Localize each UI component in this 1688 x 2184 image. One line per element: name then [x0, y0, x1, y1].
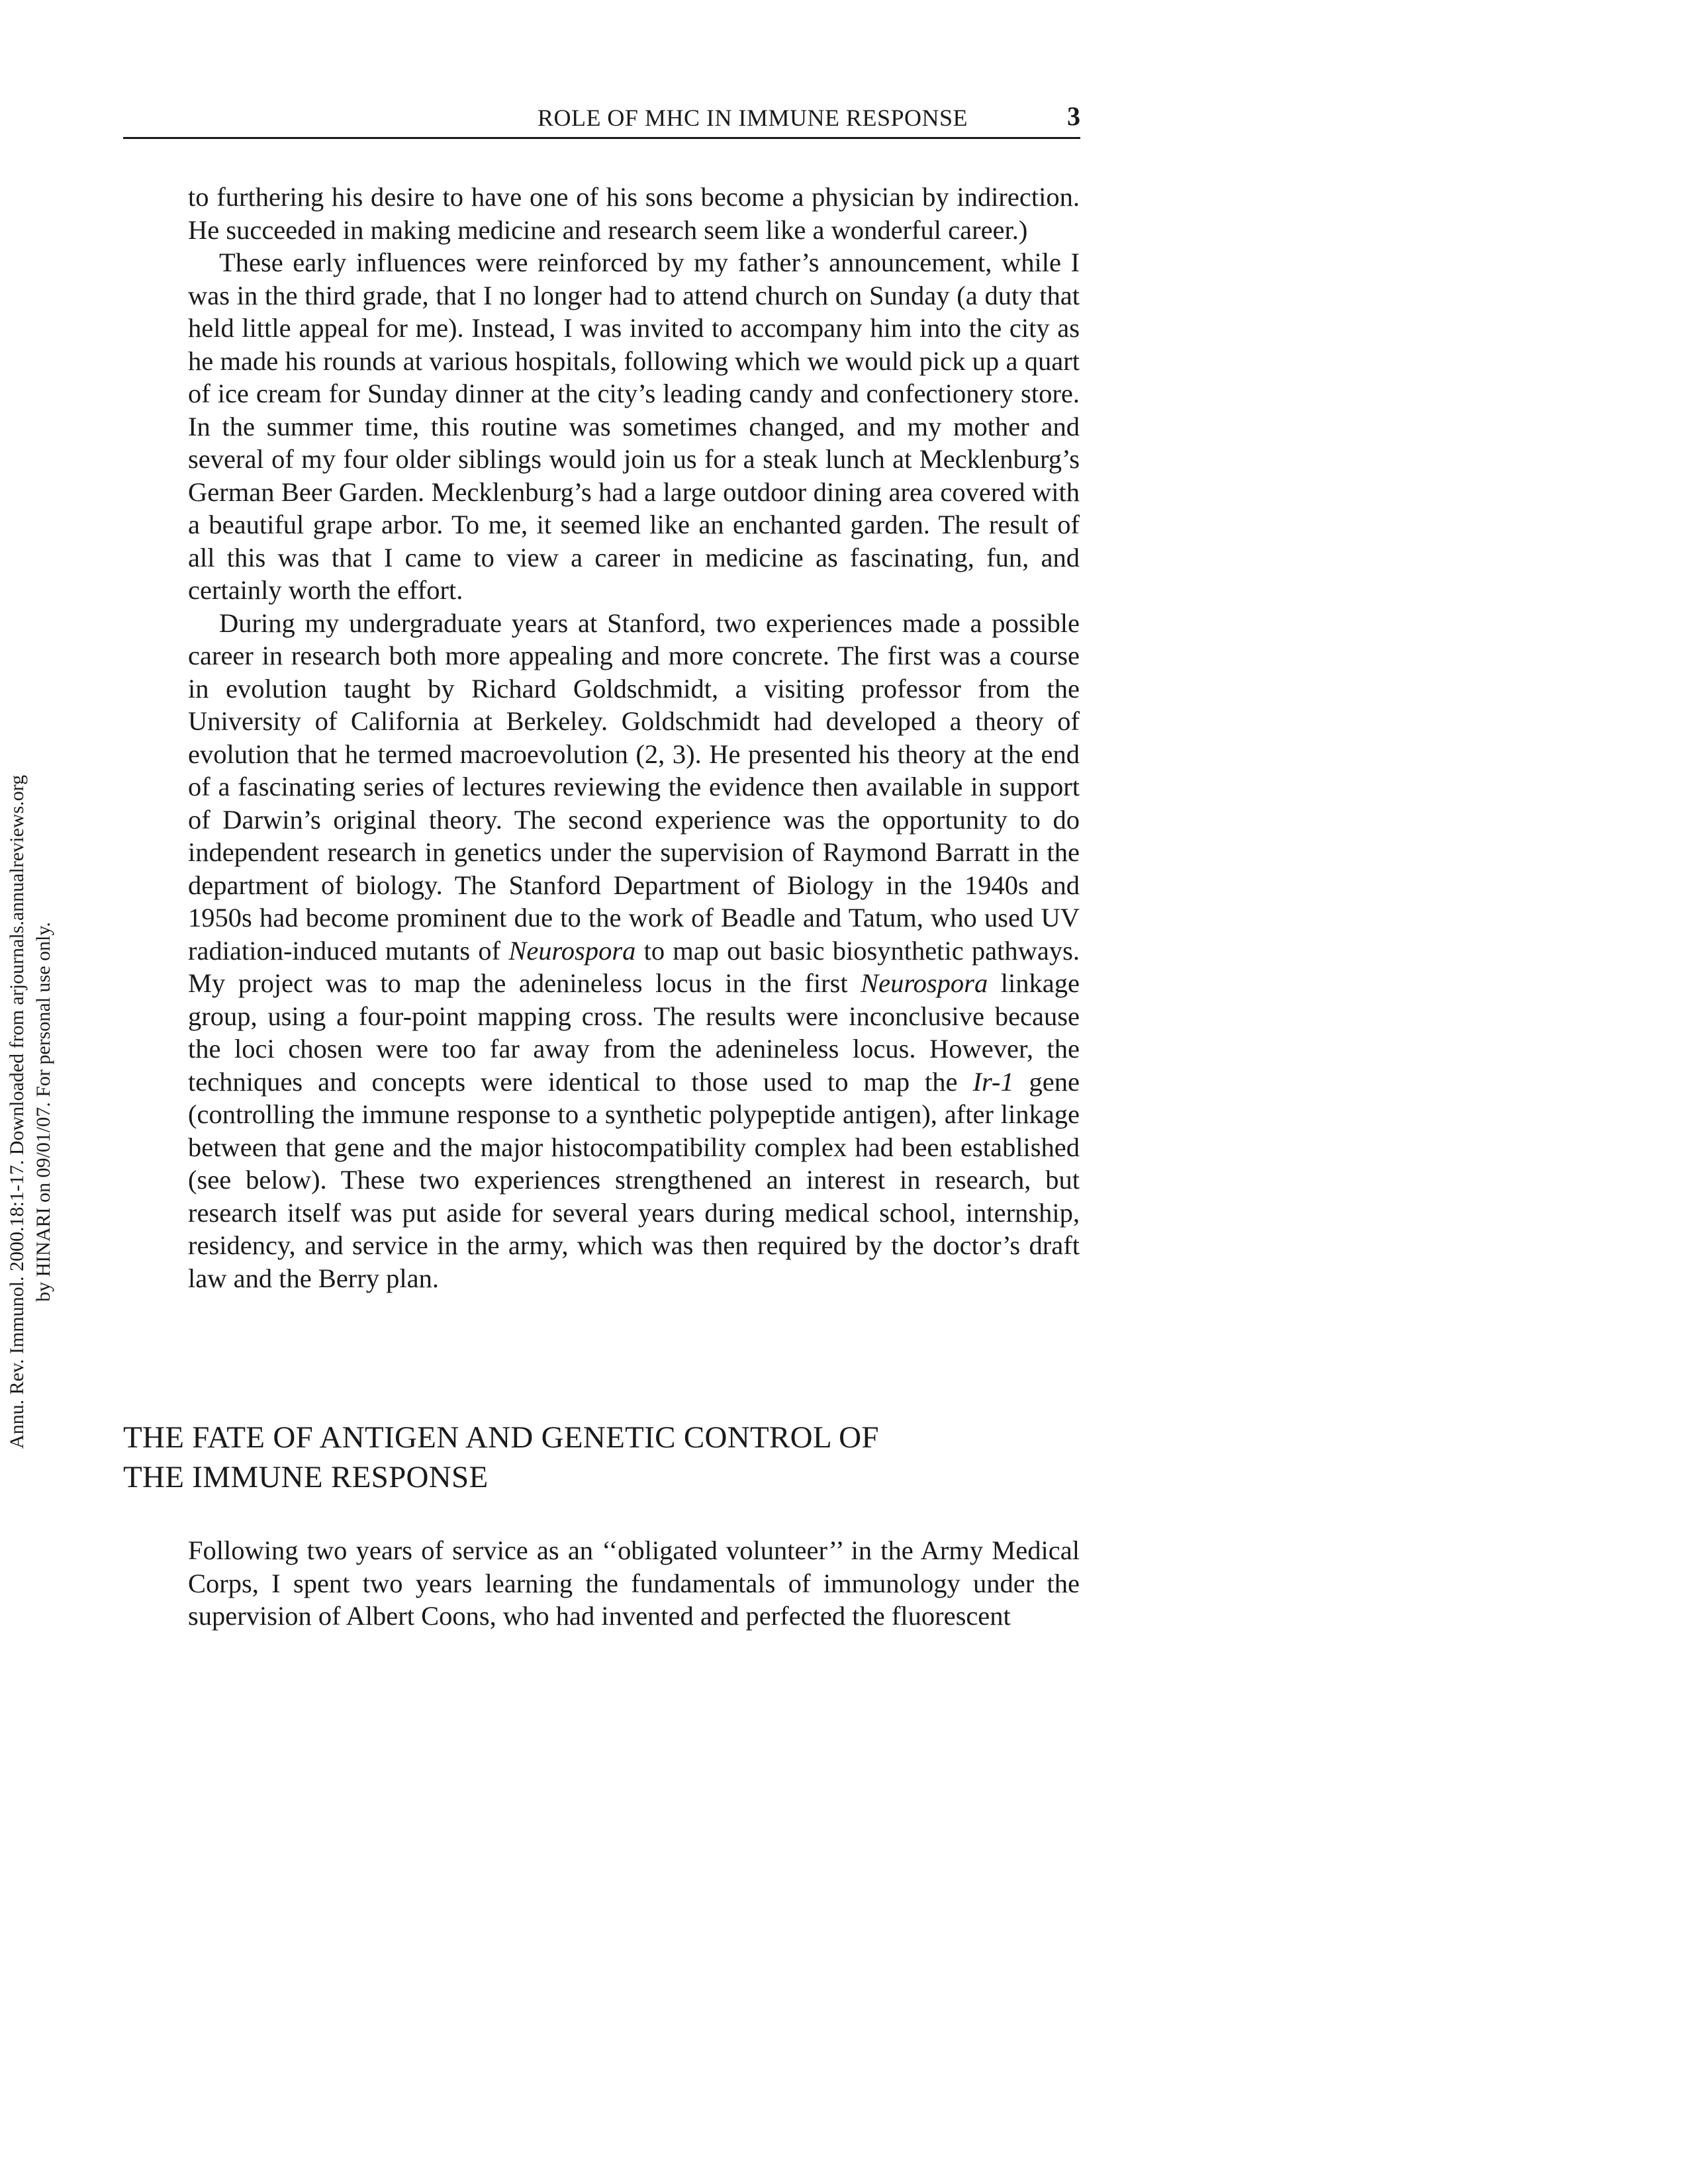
- italic-term: Neurospora: [861, 968, 988, 998]
- paragraph-continued: to furthering his desire to have one of his sons become a physician by indirection. He succeeded in making medicine and research seem like a wonderful career.): [188, 182, 1080, 245]
- italic-term: Neurospora: [508, 935, 636, 966]
- paragraph-text: gene (controlling the immune response to a synthetic polypeptide antigen), after linkage between that gene and the major histocompatibility complex had been established (see below). These two experiences strengthened an interest in research, but research itself was put aside for several years during medical school, internship, residency, and service in the army, which was then required by the doctor’s draft law and the Berry plan.: [188, 1066, 1080, 1293]
- page-number: 3: [1067, 101, 1080, 131]
- italic-gene-name: Ir-1: [972, 1066, 1014, 1097]
- paragraph-army-service: Following two years of service as an ‘‘obligated volunteer’’ in the Army Medical Corps, I spent two years learning the fundamentals of immunology under the supervision of Albert Coons, who had invented and perfected the fluorescent: [188, 1535, 1080, 1631]
- section-heading-line-1: THE FATE OF ANTIGEN AND GENETIC CONTROL OF: [123, 1420, 879, 1455]
- running-title: ROLE OF MHC IN IMMUNE RESPONSE: [537, 105, 968, 131]
- paragraph-early-influences: These early influences were reinforced by my father’s announcement, while I was in the third grade, that I no longer had to attend church on Sunday (a duty that held little appeal for me). Instead, I was invited to accompany him into the city as he made his rounds at various hospitals, following which we would pick up a quart of ice cream for Sunday dinner at the city’s leading candy and confectionery store. In the summer time, this routine was sometimes changed, and my mother and several of my four older siblings would join us for a steak lunch at Mecklenburg’s German Beer Garden. Mecklenburg’s had a large outdoor dining area covered with a beautiful grape arbor. To me, it seemed like an enchanted garden. The result of all this was that I came to view a career in medicine as fascinating, fun, and certainly worth the effort.: [188, 248, 1080, 605]
- paragraph-text: During my undergraduate years at Stanford, two experiences made a possible career in research both more appealing and more concrete. The first was a course in evolution taught by Richard Goldschmidt, a visiting professor from the University of California at Berkeley. Goldschmidt had developed a theory of evolution that he termed macroevolution (2, 3). He presented his theory at the end of a fascinating series of lectures reviewing the evidence then available in support of Darwin’s original theory. The second experience was the opportunity to do independent research in genetics under the supervision of Raymond Barratt in the department of biology. The Stanford Department of Biology in the 1940s and 1950s had become prominent due to the work of Beadle and Tatum, who used UV radiation-induced mutants of: [188, 608, 1080, 966]
- side-note-line-1: Annu. Rev. Immunol. 2000.18:1-17. Downloaded from arjournals.annualreviews.org: [6, 774, 28, 1449]
- side-note-line-2: by HINARI on 09/01/07. For personal use only.: [32, 922, 54, 1302]
- paragraph-text: to map out basic biosynthetic pathways. My project was to map the adenineless locus in the first: [188, 935, 1080, 998]
- paragraph-text: linkage group, using a four-point mapping cross. The results were inconclusive because the loci chosen were too far away from the adenineless locus. However, the techniques and concepts were identical to those used to map the: [188, 968, 1080, 1097]
- side-note-text: [4, 775, 57, 1449]
- body-text-bottom: [188, 1534, 1080, 1633]
- section-heading: [123, 1418, 984, 1497]
- paragraph-undergraduate-years: [188, 607, 1080, 1295]
- section-heading-line-2: THE IMMUNE RESPONSE: [123, 1460, 489, 1494]
- body-text-top: [188, 181, 1080, 1295]
- running-header: [123, 98, 1080, 139]
